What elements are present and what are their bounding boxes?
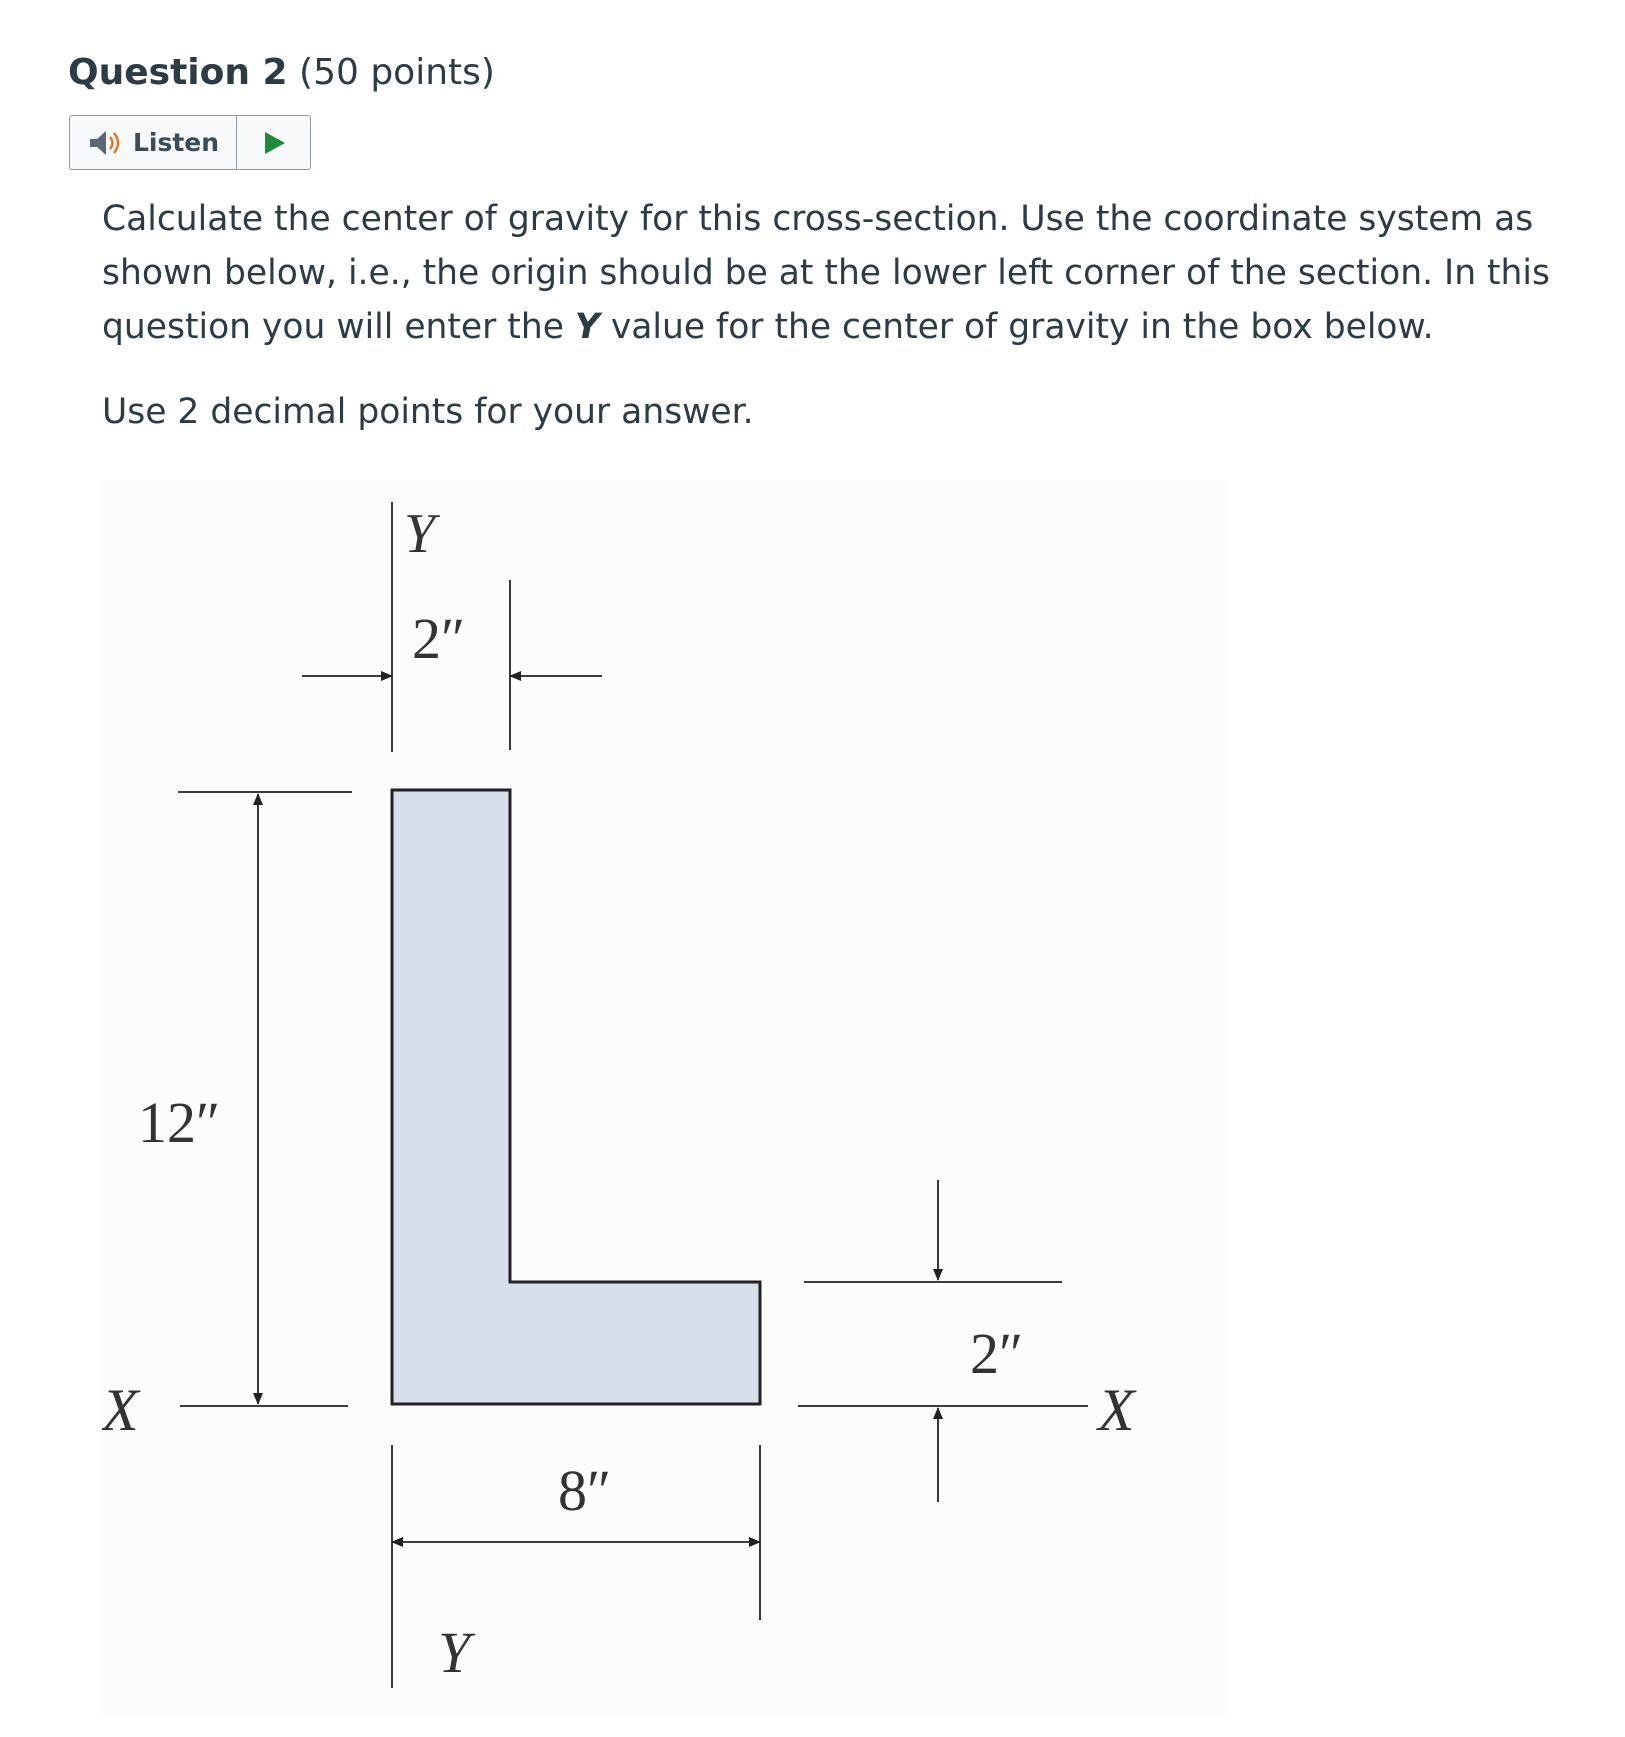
x-axis-label-left: X — [102, 1377, 139, 1443]
height-label: 12″ — [138, 1090, 221, 1155]
figure-background — [102, 480, 1230, 1715]
web-width-label: 2″ — [412, 606, 466, 671]
cross-section-figure — [102, 480, 1230, 1715]
prompt-part2: value for the center of gravity in the box below. — [599, 307, 1434, 347]
question-header — [68, 52, 495, 93]
speaker-icon — [87, 128, 127, 158]
prompt-variable: Y — [574, 307, 600, 347]
prompt-part1: Calculate the center of gravity for this cross-section. Use the coordinate system as shown below, i.e., the origin should be at the lower left corner of the section. In this question you will enter the — [102, 199, 1550, 347]
width-label: 8″ — [558, 1458, 612, 1523]
listen-label: Listen — [132, 128, 220, 157]
question-prompt — [102, 192, 1602, 354]
play-button[interactable] — [237, 116, 310, 169]
x-axis-label-right: X — [1098, 1377, 1135, 1443]
listen-widget — [69, 115, 311, 170]
y-axis-label-bottom: Y — [438, 1620, 471, 1685]
cross-section-diagram — [102, 480, 1230, 1715]
question-points: (50 points) — [299, 52, 495, 93]
flange-thickness-label: 2″ — [970, 1321, 1024, 1386]
y-axis-label-top: Y — [404, 503, 436, 565]
question-title: Question 2 — [68, 52, 288, 93]
listen-button[interactable] — [70, 116, 237, 169]
answer-instruction: Use 2 decimal points for your answer. — [102, 392, 754, 432]
play-icon — [261, 130, 287, 156]
